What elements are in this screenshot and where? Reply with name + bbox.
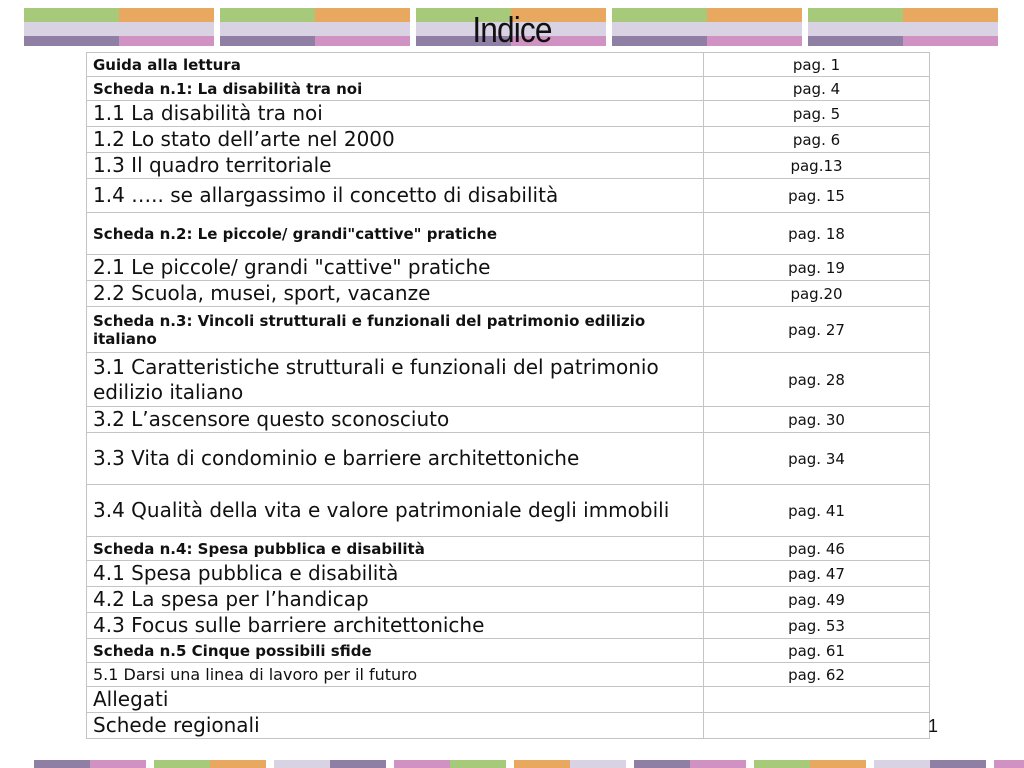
toc-entry-label: 1.2 Lo stato dell’arte nel 2000 xyxy=(87,127,704,153)
toc-row xyxy=(87,485,930,537)
toc-row xyxy=(87,127,930,153)
slide-number: 1 xyxy=(928,716,939,736)
toc-entry-page: pag. 62 xyxy=(704,663,930,687)
toc-entry-label: 1.3 Il quadro territoriale xyxy=(87,153,704,179)
toc-row xyxy=(87,353,930,407)
stripe-segment xyxy=(210,760,266,768)
toc-entry-page: pag. 28 xyxy=(704,353,930,407)
toc-entry-page: pag.13 xyxy=(704,153,930,179)
stripe-segment xyxy=(810,760,866,768)
toc-entry-page xyxy=(704,687,930,713)
toc-entry-page: pag. 46 xyxy=(704,537,930,561)
toc-entry-label: 4.3 Focus sulle barriere architettoniche xyxy=(87,613,704,639)
stripe-segment xyxy=(450,760,506,768)
toc-entry-page: pag. 49 xyxy=(704,587,930,613)
toc-entry-page xyxy=(704,713,930,739)
toc-row xyxy=(87,613,930,639)
toc-entry-label: 2.2 Scuola, musei, sport, vacanze xyxy=(87,281,704,307)
toc-row xyxy=(87,713,930,739)
stripe-segment xyxy=(754,760,810,768)
toc-row xyxy=(87,153,930,179)
toc-row xyxy=(87,53,930,77)
stripe-segment xyxy=(874,760,930,768)
toc-row xyxy=(87,213,930,255)
toc-entry-label: Scheda n.2: Le piccole/ grandi"cattive" pratiche xyxy=(87,213,704,255)
toc-row xyxy=(87,307,930,353)
toc-entry-label: Allegati xyxy=(87,687,704,713)
toc-entry-label: 4.2 La spesa per l’handicap xyxy=(87,587,704,613)
toc-entry-page: pag. 6 xyxy=(704,127,930,153)
toc-row xyxy=(87,587,930,613)
slide-title: Indice xyxy=(472,9,552,50)
toc-entry-label: 3.1 Caratteristiche strutturali e funzionali del patrimonio edilizio italiano xyxy=(87,353,704,407)
toc-entry-page: pag. 47 xyxy=(704,561,930,587)
toc-row xyxy=(87,281,930,307)
toc-entry-page: pag. 19 xyxy=(704,255,930,281)
toc-entry-label: 3.4 Qualità della vita e valore patrimoniale degli immobili xyxy=(87,485,704,537)
toc-row xyxy=(87,101,930,127)
stripe-segment xyxy=(394,760,450,768)
toc-entry-label: Guida alla lettura xyxy=(87,53,704,77)
toc-entry-page: pag. 5 xyxy=(704,101,930,127)
stripe-segment xyxy=(690,760,746,768)
toc-entry-label: 5.1 Darsi una linea di lavoro per il futuro xyxy=(87,663,704,687)
toc-entry-label: 4.1 Spesa pubblica e disabilità xyxy=(87,561,704,587)
toc-entry-label: 2.1 Le piccole/ grandi "cattive" pratiche xyxy=(87,255,704,281)
stripe-segment xyxy=(154,760,210,768)
stripe-segment xyxy=(90,760,146,768)
toc-entry-label: 1.4 ….. se allargassimo il concetto di disabilità xyxy=(87,179,704,213)
toc-row xyxy=(87,255,930,281)
toc-entry-label: Scheda n.5 Cinque possibili sfide xyxy=(87,639,704,663)
toc-entry-page: pag. 1 xyxy=(704,53,930,77)
stripe-segment xyxy=(274,760,330,768)
stripe-segment xyxy=(570,760,626,768)
toc-entry-page: pag. 30 xyxy=(704,407,930,433)
stripe-segment xyxy=(330,760,386,768)
toc-row xyxy=(87,687,930,713)
stripe-segment xyxy=(514,760,570,768)
toc-entry-page: pag. 18 xyxy=(704,213,930,255)
table-of-contents xyxy=(86,52,930,739)
toc-row xyxy=(87,663,930,687)
toc-entry-label: Scheda n.3: Vincoli strutturali e funzionali del patrimonio edilizio italiano xyxy=(87,307,704,353)
toc-row xyxy=(87,179,930,213)
toc-entry-page: pag. 27 xyxy=(704,307,930,353)
toc-entry-page: pag. 53 xyxy=(704,613,930,639)
toc-row xyxy=(87,537,930,561)
stripe-segment xyxy=(930,760,986,768)
toc-entry-label: Scheda n.1: La disabilità tra noi xyxy=(87,77,704,101)
toc-entry-label: Schede regionali xyxy=(87,713,704,739)
toc-entry-page: pag. 15 xyxy=(704,179,930,213)
toc-row xyxy=(87,639,930,663)
stripe-segment xyxy=(994,760,1024,768)
bottom-decorative-stripe xyxy=(0,760,1024,768)
stripe-segment xyxy=(34,760,90,768)
toc-row xyxy=(87,561,930,587)
stripe-segment xyxy=(634,760,690,768)
toc-entry-page: pag. 4 xyxy=(704,77,930,101)
toc-entry-label: 3.2 L’ascensore questo sconosciuto xyxy=(87,407,704,433)
toc-entry-page: pag. 41 xyxy=(704,485,930,537)
toc-entry-label: 3.3 Vita di condominio e barriere architettoniche xyxy=(87,433,704,485)
toc-entry-label: 1.1 La disabilità tra noi xyxy=(87,101,704,127)
toc-row xyxy=(87,433,930,485)
toc-entry-page: pag. 61 xyxy=(704,639,930,663)
toc-row xyxy=(87,407,930,433)
toc-row xyxy=(87,77,930,101)
toc-entry-page: pag.20 xyxy=(704,281,930,307)
toc-entry-label: Scheda n.4: Spesa pubblica e disabilità xyxy=(87,537,704,561)
toc-entry-page: pag. 34 xyxy=(704,433,930,485)
